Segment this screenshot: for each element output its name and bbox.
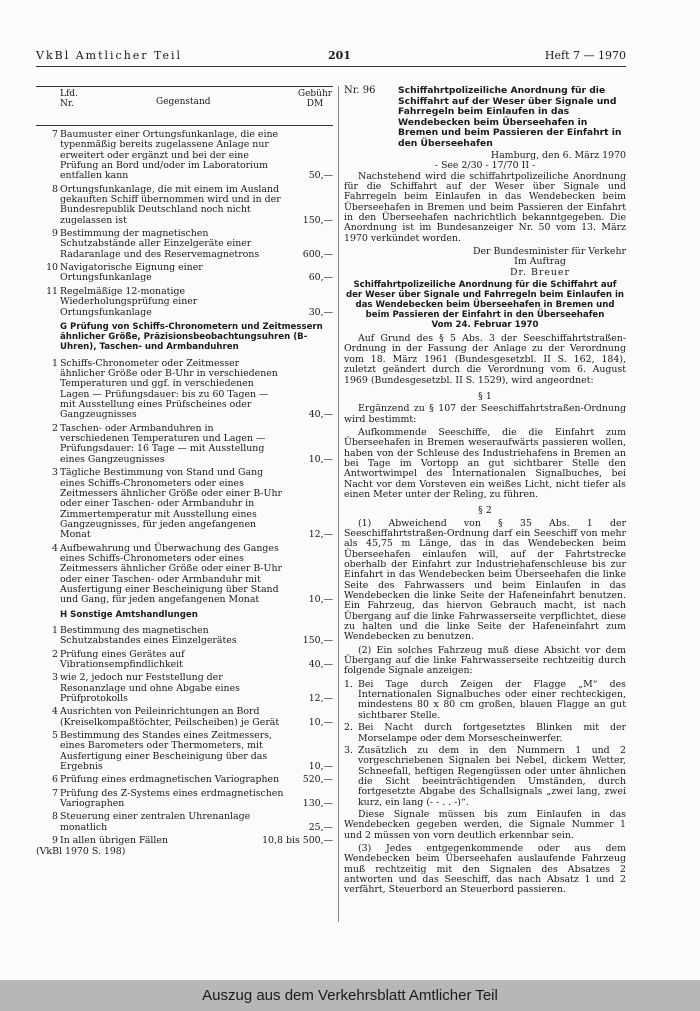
- row-number: 9: [52, 228, 58, 240]
- row-text: Bestimmung der magnetischen Schutzabstände aller Einzelgeräte einer Radaranlage und des Reservemagnetrons: [60, 228, 260, 260]
- row-text: Prüfung eines erdmagnetischen Variographen: [60, 774, 280, 786]
- row-fee: 12,—: [308, 693, 333, 704]
- items-section-h: [36, 626, 333, 847]
- table-row: [36, 185, 333, 226]
- row-fee: 150,—: [302, 214, 333, 226]
- row-number: 4: [52, 542, 58, 554]
- section-2-para-2: (2) Ein solches Fahrzeug muß diese Absicht vor dem Übergang auf die linke Fahrwasserseite rechtzeitig durch folgende Signale anzeigen:: [344, 644, 626, 677]
- row-number: 8: [52, 183, 58, 195]
- section-h-title: H Sonstige Amtshandlungen: [60, 609, 198, 620]
- row-number: 7: [52, 787, 58, 799]
- section-1-para-2: Aufkommende Seeschiffe, die die Einfahrt zum Überseehafen in Bremen weseraufwärts passieren wollen, haben von der Schleuse des Industriehafens in Bremen an bei Tage im Vortopp an gut sichtbarer Stelle den Antwortwimpel des Internationalen Signalbuches, bei Nacht vor dem Vorsteven ein weißes Licht, nicht tiefer als einen Meter unter der Reling, zu führen.: [344, 426, 626, 500]
- section-2-heading: § 2: [478, 505, 492, 517]
- row-text: Taschen- oder Armbanduhren in verschiedenen Temperaturen und Lagen — Prüfungsdauer: 16 Tage — mit Ausstellung eines Gangzeugnisses: [60, 422, 266, 465]
- table-row: [36, 263, 333, 284]
- section-1-heading: § 1: [478, 390, 492, 402]
- list-item: [344, 680, 626, 721]
- journal-title: VkBl Amtlicher Teil: [36, 49, 183, 62]
- row-text: Baumuster einer Ortungsfunkanlage, die eine typenmäßig bereits zugelassene Anlage nur erweitert oder ergänzt und bei der eine Prüfung an Bord und/oder im Laboratorium entfallen kann: [60, 129, 279, 182]
- notice-title: [344, 86, 626, 149]
- notice-title-text: Schiffahrtpolizeiliche Anordnung für die Schiffahrt auf der Weser über Signale und Fahrregeln beim Einlaufen in das Wendebecken beim Überseehafen in Bremen und beim Passieren der Einfahrt in den Überseehafen: [398, 85, 622, 149]
- row-text: Ausrichten von Peileinrichtungen an Bord (Kreiselkompaßtöchter, Peilscheiben) je Gerät: [60, 706, 280, 728]
- items-section-g: [36, 359, 333, 606]
- row-fee: 10,—: [308, 761, 333, 773]
- row-text: Tägliche Bestimmung von Stand und Gang eines Schiffs-Chronometers oder eines Zeitmessers ähnlicher Größe oder einer B-Uhr oder einer Taschen- oder Armbanduhr in Zimmertemperatur mit Ausstellung eines Gangzeugnisses, für jeden angefangenen Monat: [60, 467, 282, 541]
- signature-auftrag: Im Auftrag: [514, 256, 566, 268]
- row-number: 3: [52, 672, 58, 684]
- col-lfd-nr: Lfd. Nr.: [60, 89, 78, 109]
- table-row: [36, 836, 333, 846]
- table-row: [36, 468, 333, 540]
- row-number: 1: [52, 624, 58, 636]
- row-text: wie 2, jedoch nur Feststellung der Resonanzlage und ohne Abgabe eines Prüfprotokolls: [60, 672, 240, 704]
- preamble: Auf Grund des § 5 Abs. 3 der Seeschiffahrtstraßen-Ordnung in der Fassung der Anlage zu der Verordnung vom 18. März 1961 (Bundesgesetzbl. II S. 162, 184), zuletzt geändert durch die Verordnung vom 6. August 1969 (Bundesgesetzbl. II S. 1529), wird angeordnet:: [344, 333, 626, 386]
- list-item-number: 2.: [344, 722, 353, 734]
- row-fee: 150,—: [302, 635, 333, 647]
- row-number: 2: [52, 422, 58, 434]
- footnote: (VkBl 1970 S. 198): [36, 846, 126, 858]
- row-number: 3: [52, 467, 58, 479]
- signal-list: [344, 680, 626, 808]
- row-fee: 10,—: [308, 716, 333, 728]
- section-2-para-3: Diese Signale müssen bis zum Einlaufen in das Wendebecken gegeben werden, die Signale Nummer 1 und 2 müssen von vorn deutlich erkennbar sein.: [344, 808, 626, 841]
- row-text: In allen übrigen Fällen: [60, 835, 168, 847]
- list-item-text: Bei Nacht durch fortgesetztes Blinken mit der Morselampe oder dem Morsescheinwerfer.: [358, 722, 626, 744]
- list-item: [344, 723, 626, 744]
- intro-paragraph: Nachstehend wird die schiffahrtpolizeiliche Anordnung für die Schiffahrt auf der Weser über Signale und Fahrregeln beim Einlaufen in das Wendebecken beim Überseehafen in Bremen und beim Passieren der Einfahrt in den Überseehafen nachrichtlich bekanntgegeben. Die Anordnung ist im Bundesanzeiger Nr. 50 vom 13. März 1970 verkündet worden.: [344, 170, 626, 244]
- table-row: [36, 229, 333, 260]
- page-number: 201: [328, 49, 351, 62]
- table-row: [36, 130, 333, 182]
- table-row: [36, 812, 333, 833]
- row-number: 9: [52, 835, 58, 847]
- ordinance-column: [344, 86, 626, 899]
- fee-table: [36, 86, 333, 858]
- table-row: [36, 359, 333, 421]
- items-section-f: [36, 130, 333, 318]
- list-item-text: Zusätzlich zu dem in den Nummern 1 und 2 vorgeschriebenen Signalen bei Nebel, dickem Wetter, Schneefall, heftigen Regengüssen oder unter ähnlichen die Sicht beeinträchtigenden Umständen, durch fortgesetzte Abgabe des Schallsignals „zwei lang, zwei kurz, ein lang (- - . . -)“.: [358, 744, 626, 808]
- column-divider: [338, 86, 339, 922]
- row-number: 7: [52, 129, 58, 140]
- row-fee: 130,—: [302, 798, 333, 810]
- row-fee: 60,—: [308, 272, 333, 284]
- list-item-number: 3.: [344, 744, 353, 756]
- signature-ministry: Der Bundesminister für Verkehr: [472, 246, 626, 258]
- row-number: 2: [52, 648, 58, 660]
- row-number: 8: [52, 811, 58, 823]
- row-number: 6: [52, 774, 58, 786]
- section-2-para-4: (3) Jedes entgegenkommende oder aus dem Wendebecken beim Überseehafen auslaufende Fahrzeug muß rechtzeitig mit den Signalen des Absatzes 2 antworten und das Seeschiff, das nach Absatz 1 und 2 verfährt, Steuerbord an Steuerbord passieren.: [344, 842, 626, 896]
- row-fee: 50,—: [308, 170, 333, 182]
- row-number: 10: [46, 262, 58, 274]
- row-fee: 520,—: [302, 774, 333, 786]
- section-1-para-1: Ergänzend zu § 107 der Seeschiffahrtstraßen-Ordnung wird bestimmt:: [344, 403, 626, 425]
- table-row: [36, 626, 333, 647]
- table-row: [36, 775, 333, 785]
- row-text: Regelmäßige 12-monatige Wiederholungsprüfung einer Ortungsfunkanlage: [60, 285, 198, 318]
- row-fee: 25,—: [308, 821, 333, 833]
- table-header: [36, 86, 333, 126]
- row-number: 11: [46, 285, 58, 297]
- running-header: [36, 49, 626, 65]
- row-text: Bestimmung des Standes eines Zeitmessers, eines Barometers oder Thermometers, mit Ausfertigung einer Bescheinigung über das Ergebnis: [60, 730, 272, 773]
- list-item-text: Bei Tage durch Zeigen der Flagge „M“ des Internationalen Signalbuches oder einer rechteckigen, mindestens 80 x 80 cm großen, blauen Flagge an gut sichtbarer Stelle.: [358, 678, 626, 721]
- header-rule: [36, 66, 626, 67]
- place-date: Hamburg, den 6. März 1970: [490, 150, 626, 161]
- row-text: Navigatorische Eignung einer Ortungsfunkanlage: [60, 262, 203, 284]
- ordinance-date: Vom 24. Februar 1970: [431, 320, 539, 331]
- section-2-para-1: (1) Abweichend von § 35 Abs. 1 der Seeschiffahrtstraßen-Ordnung darf ein Seeschiff von mehr als 45,75 m Länge, das in das Wendebecken beim Überseehafen einlaufen will, auf der Fahrtstrecke oberhalb der Einfahrt zur Industriehafenschleuse bis zur Einfahrt in das Wendebecken beim Überseehafen die linke Seite des Fahrwassers und beim Einlaufen in das Wendebecken die linke Seite der Hafeneinfahrt benutzen. Ein Fahrzeug, das hiervon Gebrauch macht, ist nach Übergang auf die linke Fahrwasserseite verpflichtet, diese zu halten und die linke Seite der Hafeneinfahrt zum Wendebecken zu benutzen.: [344, 517, 626, 643]
- table-row: [36, 731, 333, 772]
- row-text: Ortungsfunkanlage, die mit einem im Ausland gekauften Schiff übernommen wird und in der Bundesrepublik Deutschland noch nicht zugelassen ist: [60, 183, 281, 226]
- row-fee: 12,—: [308, 529, 333, 541]
- signature-name: Dr. Breuer: [510, 266, 570, 278]
- row-text: Prüfung des Z-Systems eines erdmagnetischen Variographen: [60, 787, 284, 810]
- row-fee: 10,—: [308, 453, 333, 465]
- row-fee: 10,8 bis 500,—: [262, 835, 333, 847]
- row-text: Prüfung eines Gerätes auf Vibrationsempfindlichkeit: [60, 648, 185, 670]
- ordinance-heading: Schiffahrtpolizeiliche Anordnung für die Schiffahrt auf der Weser über Signale und Fahrregeln beim Einlaufen in das Wendebecken beim Überseehafen in Bremen und beim Passieren der Einfahrt in den Überseehafen: [345, 280, 625, 321]
- table-row: [36, 673, 333, 704]
- row-number: 1: [52, 357, 58, 369]
- row-text: Schiffs-Chronometer oder Zeitmesser ähnlicher Größe oder B-Uhr in verschiedenen Temperaturen und ggf. in verschiedenen Lagen — Prüfungsdauer: bis zu 60 Tagen — mit Ausstellung eines Prüfscheines oder Gangzeugnisses: [60, 357, 278, 421]
- list-item: [344, 746, 626, 808]
- table-row: [36, 650, 333, 671]
- section-g-title: G Prüfung von Schiffs-Chronometern und Zeitmessern ähnlicher Größe, Präzisionsbeobachtungsuhren (B-Uhren), Taschen- und Armbanduhren: [60, 321, 323, 353]
- table-row: [36, 707, 333, 728]
- notice-number: Nr. 96: [344, 85, 376, 96]
- table-row: [36, 424, 333, 465]
- issue-info: Heft 7 — 1970: [544, 49, 626, 62]
- row-text: Aufbewahrung und Überwachung des Ganges eines Schiffs-Chronometers oder eines Zeitmessers ähnlicher Größe oder einer B-Uhr oder einer Taschen- oder Armbanduhr mit Ausfertigung einer Bescheinigung über Stand und Gang, für jeden angefangenen Monat: [60, 542, 282, 606]
- row-fee: 40,—: [308, 409, 333, 421]
- row-fee: 40,—: [308, 658, 333, 670]
- row-fee: 30,—: [308, 306, 333, 318]
- footer-banner: Auszug aus dem Verkehrsblatt Amtlicher Teil: [0, 980, 700, 1011]
- row-text: Steuerung einer zentralen Uhrenanlage monatlich: [60, 811, 251, 833]
- table-row: [36, 287, 333, 318]
- table-row: [36, 544, 333, 606]
- row-fee: 10,—: [308, 594, 333, 606]
- row-fee: 600,—: [302, 248, 333, 260]
- reference: - See 2/30 - 17/70 II -: [434, 160, 536, 172]
- col-gebuehr: Gebühr DM: [297, 89, 333, 109]
- col-gegenstand: Gegenstand: [156, 97, 211, 107]
- list-item-number: 1.: [344, 678, 353, 690]
- row-number: 5: [52, 730, 58, 742]
- row-number: 4: [52, 706, 58, 718]
- table-row: [36, 789, 333, 810]
- row-text: Bestimmung des magnetischen Schutzabstandes eines Einzelgerätes: [60, 624, 237, 647]
